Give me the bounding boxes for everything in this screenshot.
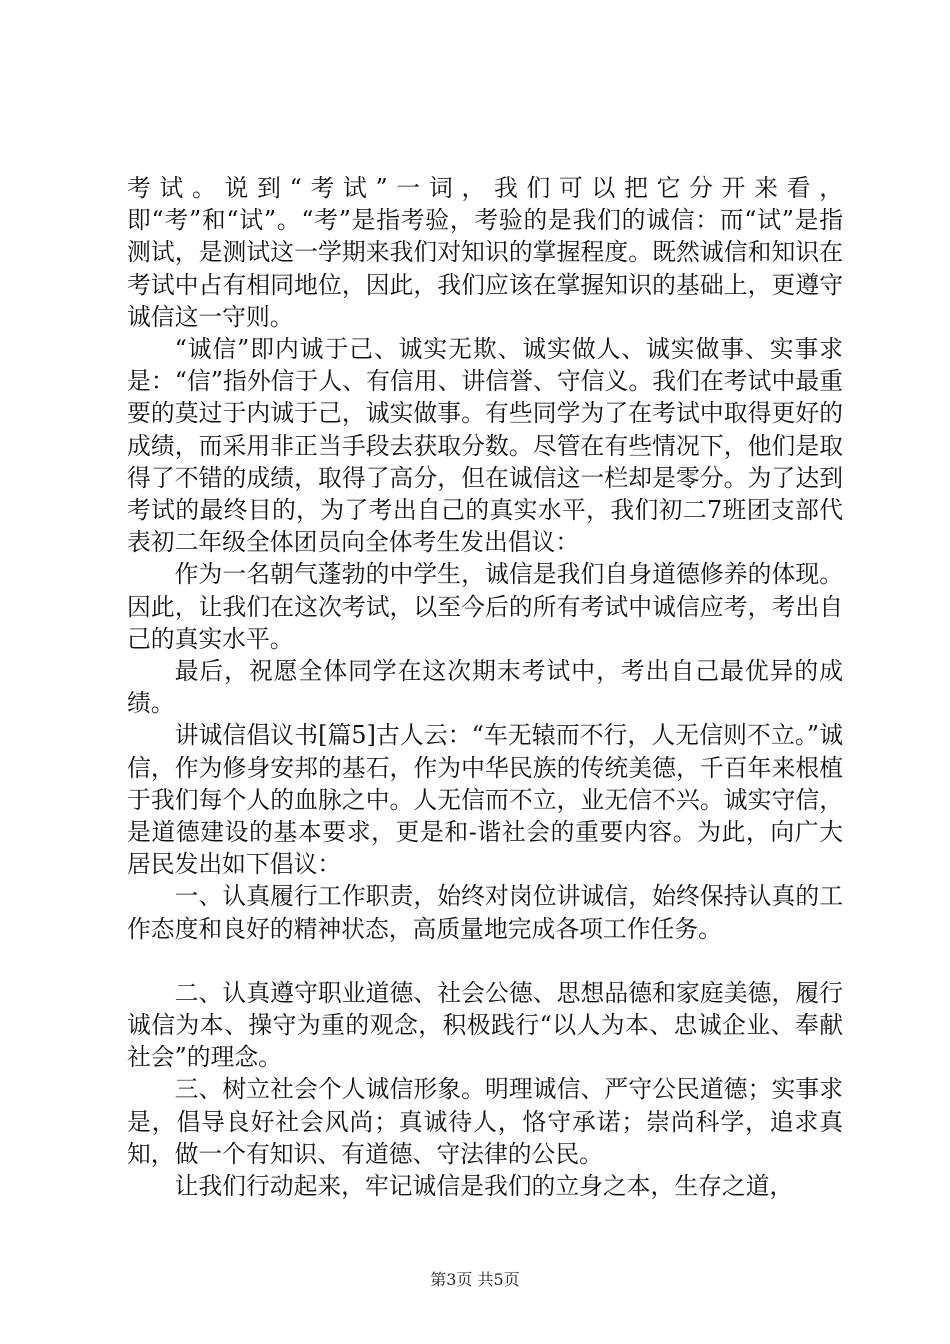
paragraph-closing: 让我们行动起来，牢记诚信是我们的立身之本，生存之道， — [174, 1172, 794, 1201]
document-body — [127, 172, 843, 1202]
paragraph-item-2: 二、认真遵守职业道德、社会公德、思想品德和家庭美德，履行诚信为本、操守为重的观念，积极践行“以人为本、忠诚企业、奉献社会”的理念。 — [127, 978, 843, 1072]
paragraph-proposal-5: 讲诚信倡议书[篇5]古人云：“车无辕而不行，人无信则不立。”诚信，作为修身安邦的基石，作为中华民族的传统美德，千百年来根植于我们每个人的血脉之中。人无信而不立，业无信不兴。诚实守信，是道德建设的基本要求，更是和-谐社会的重要内容。为此，向广大居民发出如下倡议： — [127, 721, 843, 879]
paragraph-integrity-definition: “诚信”即内诚于己、诚实无欺、诚实做人、诚实做事、实事求是：“信”指外信于人、有信用、讲信誉、守信义。我们在考试中最重要的莫过于内诚于己，诚实做事。有些同学为了在考试中取得更好的成绩，而采用非正当手段去获取分数。尽管在有些情况下，他们是取得了不错的成绩，取得了高分，但在诚信这一栏却是零分。为了达到考试的最终目的，为了考出自己的真实水平，我们初二7班团支部代表初二年级全体团员向全体考生发出倡议： — [127, 335, 843, 557]
page-number-footer: 第3页 共5页 — [430, 1270, 520, 1289]
paragraph-wishes: 最后，祝愿全体同学在这次期末考试中，考出自己最优异的成绩。 — [127, 657, 843, 718]
paragraph-exam-meaning: 考试。说到“考试”一词，我们可以把它分开来看，即“考”和“试”。“考”是指考验，考验的是我们的诚信：而“试”是指测试，是测试这一学期来我们对知识的掌握程度。既然诚信和知识在考试中占有相同地位，因此，我们应该在掌握知识的基础上，更遵守诚信这一守则。 — [127, 174, 843, 331]
paragraph-item-3: 三、树立社会个人诚信形象。明理诚信、严守公民道德；实事求是，倡导良好社会风尚；真诚待人，恪守承诺；崇尚科学，追求真知，做一个有知识、有道德、守法律的公民。 — [127, 1075, 843, 1168]
paragraph-student-call: 作为一名朝气蓬勃的中学生，诚信是我们自身道德修养的体现。因此，让我们在这次考试，以至今后的所有考试中诚信应考，考出自己的真实水平。 — [127, 560, 843, 653]
paragraph-item-1: 一、认真履行工作职责，始终对岗位讲诚信，始终保持认真的工作态度和良好的精神状态，高质量地完成各项工作任务。 — [127, 882, 843, 943]
